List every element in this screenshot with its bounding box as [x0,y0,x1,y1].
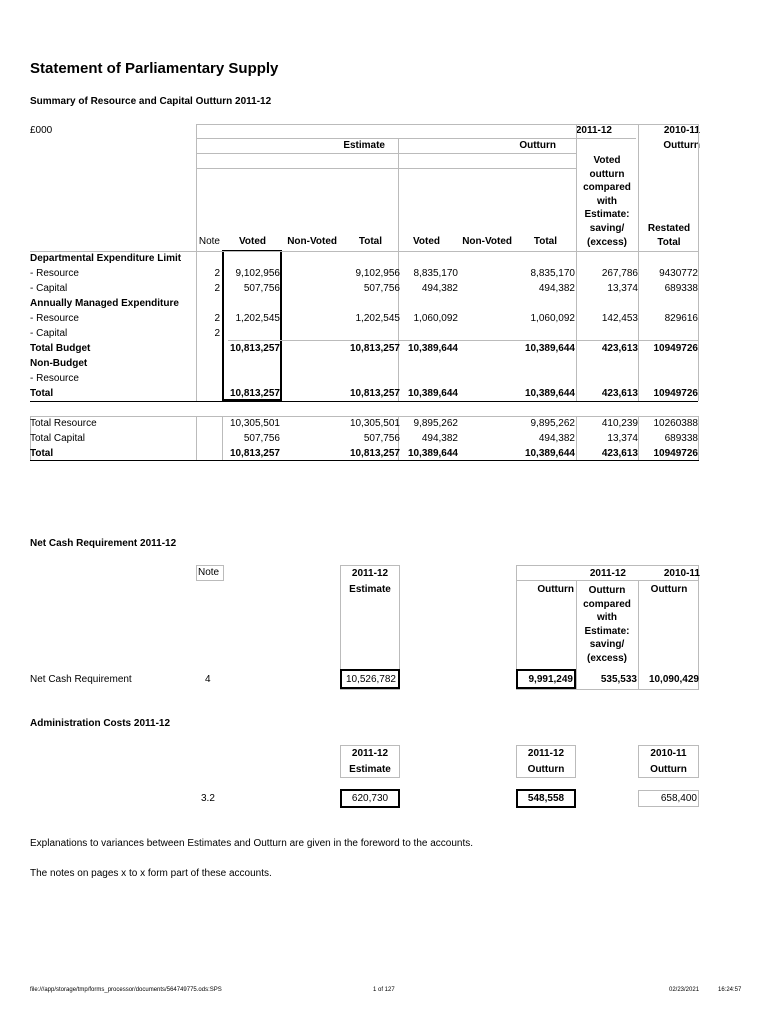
summary-row-label: Annually Managed Expenditure [30,298,179,309]
explanation-text: Explanations to variances between Estimates and Outturn are given in the foreword to the accounts. [30,838,474,849]
summary-cell-note: 2 [214,328,220,339]
page-title: Statement of Parliamentary Supply [30,60,279,77]
vline-saving [576,124,577,401]
summary-row-label: - Capital [30,283,68,294]
col-est-voted: Voted [238,236,266,247]
vline-totals-sav [576,416,577,461]
totals-cell-prev: 10949726 [653,448,698,459]
summary-cell-sav: 13,374 [607,283,638,294]
ncr-out-year: 2011-12 [589,568,626,579]
totals-row-label: Total Capital [30,433,86,444]
rule-totals-bottom [30,460,699,461]
summary-cell-ev: 10,813,257 [229,388,280,399]
vline-prev [638,124,639,401]
rule-header-4 [196,168,576,169]
summary-cell-ev: 10,813,257 [229,343,280,354]
col-out-total: Total [533,236,557,247]
ncr-saving-value: 535,533 [600,674,637,685]
totals-row-label: Total Resource [30,418,97,429]
summary-row-label: - Resource [30,268,79,279]
ncr-estimate-value: 10,526,782 [345,674,396,685]
summary-cell-ev: 507,756 [243,283,280,294]
summary-cell-sav: 423,613 [601,388,638,399]
notes-text: The notes on pages x to x form part of these accounts. [30,868,272,879]
ncr-heading: Net Cash Requirement 2011-12 [30,538,177,549]
summary-cell-sav: 423,613 [601,343,638,354]
summary-cell-sav: 142,453 [601,313,638,324]
totals-cell-ot: 10,389,644 [524,448,575,459]
col-note: Note [198,236,220,247]
ncr-vline-2 [638,580,639,690]
summary-cell-prev: 689338 [664,283,698,294]
totals-cell-ev: 10,813,257 [229,448,280,459]
summary-heading: Summary of Resource and Capital Outturn 2011-12 [30,96,272,107]
summary-cell-et: 507,756 [363,283,400,294]
totals-cell-ot: 9,895,262 [530,418,575,429]
summary-cell-ot: 1,060,092 [530,313,575,324]
vline-note [196,124,197,401]
summary-cell-ot: 10,389,644 [524,343,575,354]
ncr-outturn-value: 9,991,249 [528,674,573,685]
col-out-nonvoted: Non-Voted [462,236,512,247]
rule-header-top [196,124,699,125]
footer-path: file:///app/storage/tmp/forms_processor/documents/564749775.ods:SPS [30,987,222,993]
col-out-voted: Voted [412,236,440,247]
summary-cell-prev: 9430772 [659,268,698,279]
admin-out-label: Outturn [527,764,565,775]
ncr-prev-year: 2010-11 [663,568,700,579]
summary-cell-ov: 494,382 [421,283,458,294]
totals-cell-et: 10,813,257 [349,448,400,459]
totals-cell-sav: 423,613 [601,448,638,459]
summary-cell-note: 2 [214,313,220,324]
summary-cell-ot: 494,382 [538,283,575,294]
totals-cell-prev: 10260388 [653,418,698,429]
summary-cell-ot: 8,835,170 [530,268,575,279]
summary-row-label: Non-Budget [30,358,88,369]
totals-cell-ov: 10,389,644 [407,448,458,459]
summary-row-label: Total Budget [30,343,91,354]
totals-cell-et: 507,756 [363,433,400,444]
admin-est-year: 2011-12 [351,748,389,759]
totals-cell-ot: 494,382 [538,433,575,444]
admin-estimate-value: 620,730 [351,793,389,804]
ncr-note-label: Note [198,567,220,578]
summary-cell-ov: 10,389,644 [407,388,458,399]
summary-cell-ot: 10,389,644 [524,388,575,399]
summary-row-label: - Resource [30,313,79,324]
summary-row-label: Total [30,388,54,399]
ncr-est-year: 2011-12 [351,568,389,579]
outturn-2010-label: Outturn [663,140,700,151]
vline-totals-note [196,416,197,461]
estimate-label: Estimate [343,140,385,151]
totals-cell-ev: 10,305,501 [229,418,280,429]
summary-cell-prev: 10949726 [653,388,698,399]
vline-right [698,124,699,401]
ncr-row-label: Net Cash Requirement [30,674,132,685]
ncr-row-note: 4 [205,674,211,685]
rule-header-3 [196,153,576,154]
summary-cell-ov: 8,835,170 [413,268,458,279]
ncr-est-label: Estimate [349,584,391,595]
totals-cell-ov: 494,382 [421,433,458,444]
admin-prev-value: 658,400 [660,793,697,804]
year-2011-label: 2011-12 [575,125,612,136]
totals-cell-sav: 410,239 [601,418,638,429]
admin-out-year: 2011-12 [527,748,565,759]
ncr-outturn-label: Outturn [537,584,574,595]
summary-cell-sav: 267,786 [601,268,638,279]
totals-row-label: Total [30,448,54,459]
summary-cell-et: 10,813,257 [349,388,400,399]
ncr-compared-header: Outturn compared with Estimate: saving/ (excess) [583,585,631,664]
outturn-label: Outturn [519,140,556,151]
ncr-rule-header [516,580,699,581]
summary-cell-ev: 9,102,956 [235,268,280,279]
summary-cell-ov: 10,389,644 [407,343,458,354]
footer-page: 1 of 127 [373,987,395,993]
col-est-total: Total [358,236,382,247]
totals-cell-ev: 507,756 [243,433,280,444]
restated-total-header: Restated Total [647,223,691,248]
rule-total-bottom [30,401,698,402]
rule-total-budget [228,340,698,341]
totals-cell-et: 10,305,501 [349,418,400,429]
summary-cell-ev: 1,202,545 [235,313,280,324]
summary-cell-ov: 1,060,092 [413,313,458,324]
col-est-nonvoted: Non-Voted [287,236,337,247]
summary-cell-note: 2 [214,283,220,294]
ncr-prev-value: 10,090,429 [648,674,699,685]
rule-header-2 [196,138,636,139]
footer-time: 16:24:57 [718,987,742,993]
summary-cell-prev: 10949726 [653,343,698,354]
footer-date: 02/23/2021 [669,987,700,993]
summary-cell-et: 9,102,956 [355,268,400,279]
voted-outturn-compared-header: Voted outturn compared with Estimate: saving/ (excess) [583,155,631,248]
year-2010-label: 2010-11 [663,125,700,136]
summary-row-label: Departmental Expenditure Limit [30,253,182,264]
unit-label: £000 [30,125,53,136]
admin-est-label: Estimate [349,764,391,775]
totals-cell-prev: 689338 [664,433,698,444]
summary-cell-prev: 829616 [664,313,698,324]
totals-cell-ov: 9,895,262 [413,418,458,429]
admin-prev-label: Outturn [650,764,687,775]
admin-outturn-value: 548,558 [527,793,565,804]
summary-cell-et: 10,813,257 [349,343,400,354]
totals-cell-sav: 13,374 [607,433,638,444]
admin-heading: Administration Costs 2011-12 [30,718,171,729]
summary-row-label: - Resource [30,373,79,384]
summary-cell-et: 1,202,545 [355,313,400,324]
vline-totals-prev [638,416,639,461]
summary-row-label: - Capital [30,328,68,339]
admin-prev-year: 2010-11 [650,748,687,759]
rule-rows-top [30,251,698,252]
summary-cell-note: 2 [214,268,220,279]
ncr-prev-label: Outturn [650,584,688,595]
admin-note: 3.2 [201,793,215,804]
